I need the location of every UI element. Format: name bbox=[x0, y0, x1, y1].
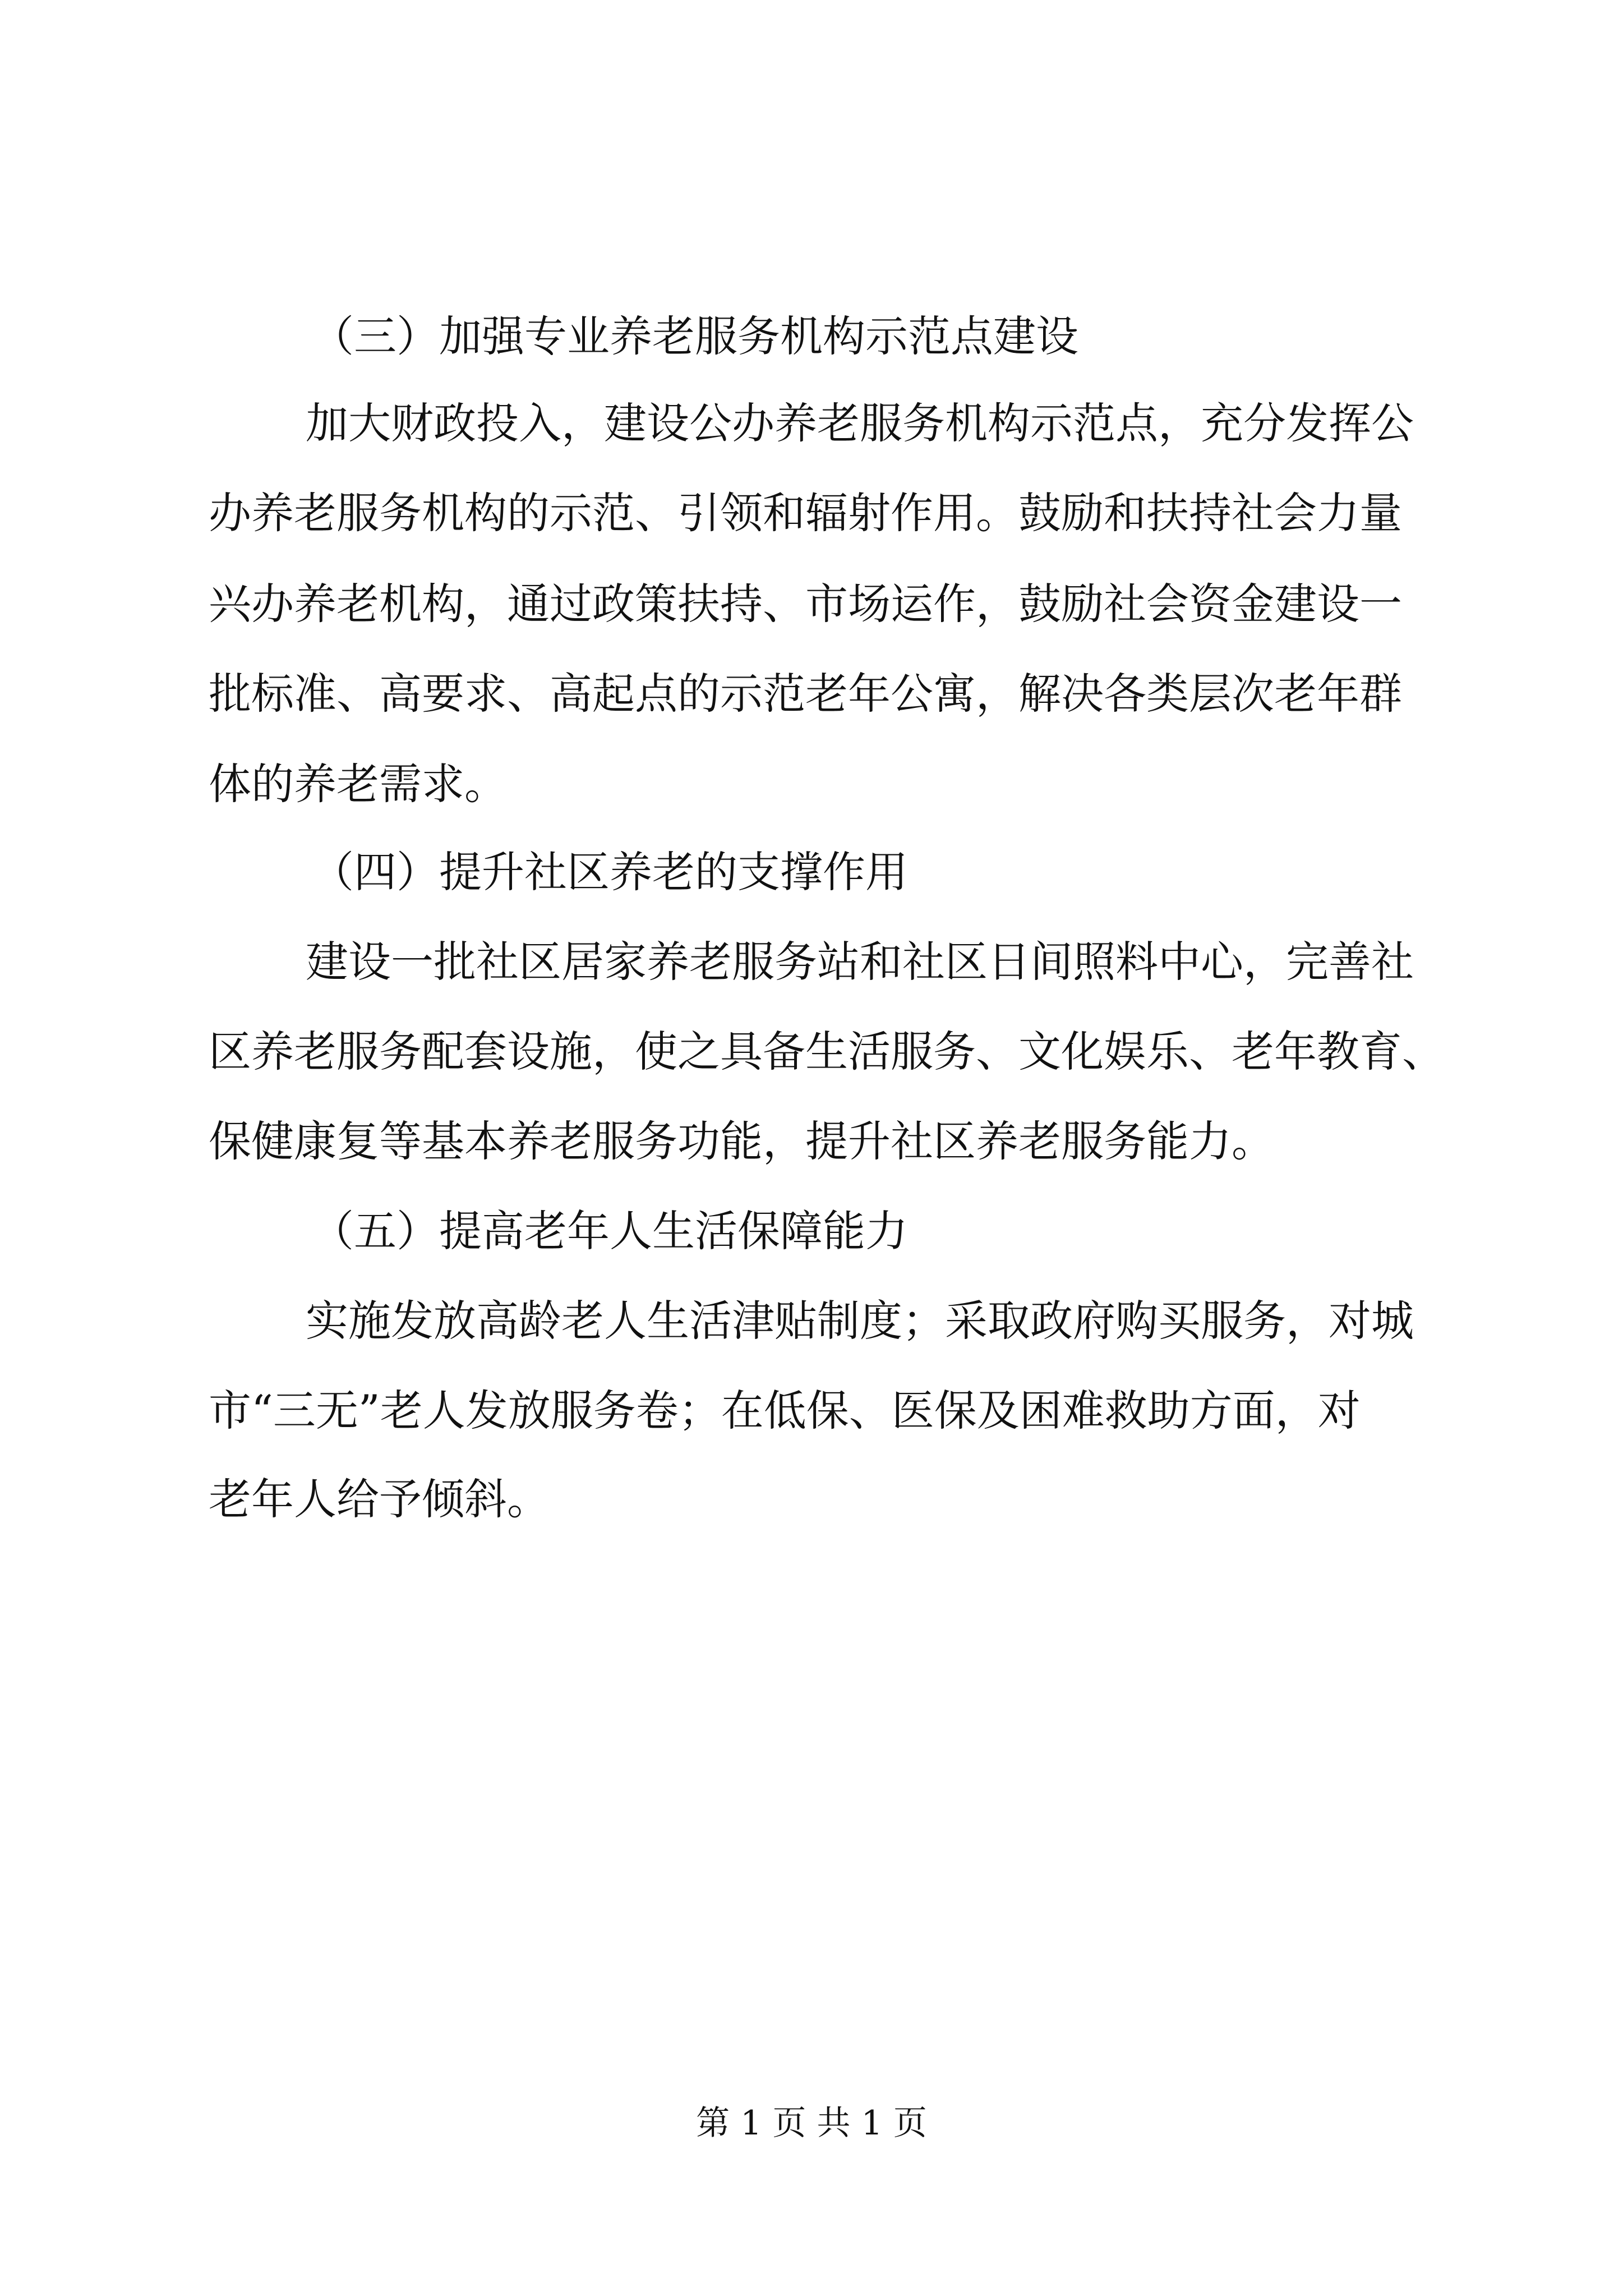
paragraph-line: 保健康复等基本养老服务功能，提升社区养老服务能力。 bbox=[209, 1116, 1274, 1166]
paragraph-line: 体的养老需求。 bbox=[209, 759, 507, 809]
page-footer: 第 1 页 共 1 页 bbox=[696, 2104, 927, 2143]
paragraph-line: 批标准、高要求、高起点的示范老年公寓，解决各类层次老年群 bbox=[209, 669, 1402, 719]
section-heading-4: （四）提升社区养老的支撑作用 bbox=[311, 847, 908, 897]
section-heading-3: （三）加强专业养老服务机构示范点建设 bbox=[311, 311, 1078, 361]
paragraph-line: 实施发放高龄老人生活津贴制度；采取政府购买服务，对城 bbox=[306, 1296, 1414, 1346]
paragraph-line: 兴办养老机构，通过政策扶持、市场运作，鼓励社会资金建设一 bbox=[209, 579, 1402, 629]
paragraph-line: 建设一批社区居家养老服务站和社区日间照料中心，完善社 bbox=[306, 937, 1414, 987]
paragraph-line: 老年人给予倾斜。 bbox=[209, 1474, 550, 1524]
paragraph-line: 加大财政投入，建设公办养老服务机构示范点，充分发挥公 bbox=[306, 398, 1414, 448]
section-heading-5: （五）提高老年人生活保障能力 bbox=[311, 1206, 908, 1256]
paragraph-line: 办养老服务机构的示范、引领和辐射作用。鼓励和扶持社会力量 bbox=[209, 488, 1402, 538]
paragraph-line: 区养老服务配套设施，使之具备生活服务、文化娱乐、老年教育、 bbox=[209, 1027, 1445, 1076]
paragraph-line: 市“三无”老人发放服务卷；在低保、医保及困难救助方面，对 bbox=[209, 1386, 1361, 1435]
